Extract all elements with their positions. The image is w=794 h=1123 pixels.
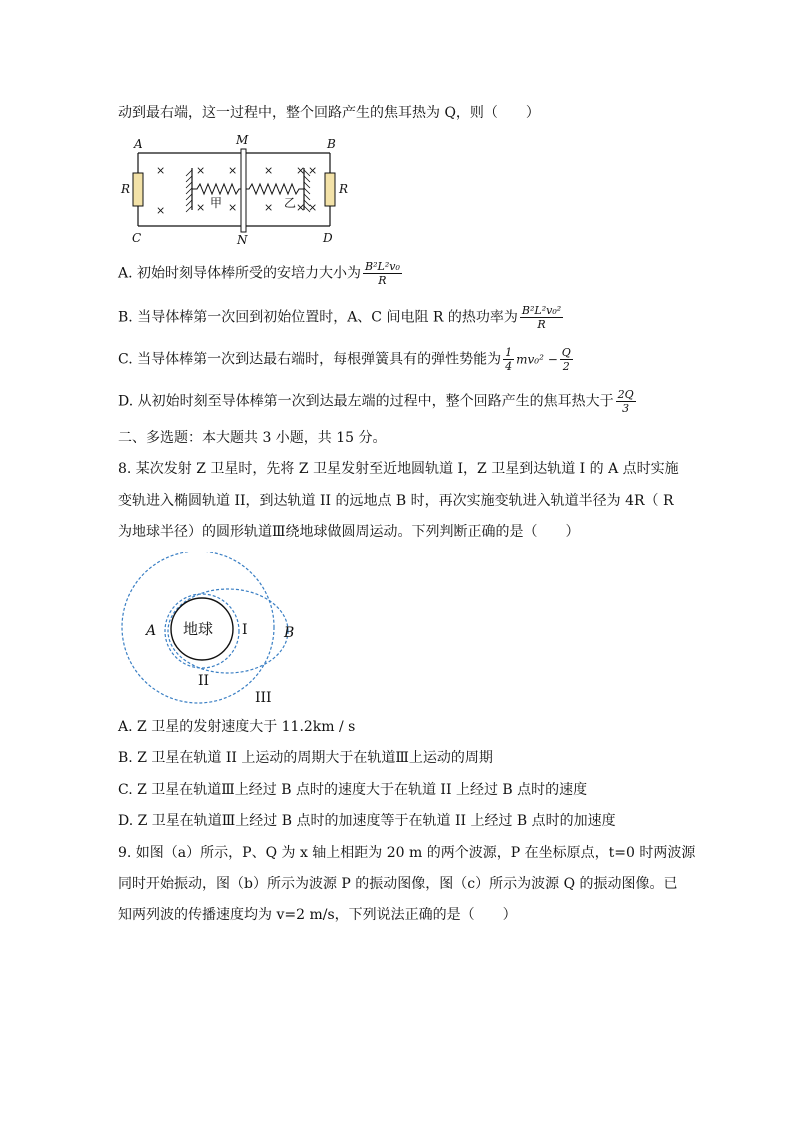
q8-line-2: 变轨进入椭圆轨道 II，到达轨道 II 的远地点 B 时，再次实施变轨进入轨道半径为 4R（ R	[118, 493, 674, 509]
q8-option-a: A. Z 卫星的发射速度大于 11.2km / s	[118, 719, 356, 735]
svg-text:×: ×	[264, 164, 274, 177]
q7-option-c: C. 当导体棒第一次到达最右端时，每根弹簧具有的弹性势能为 $\frac{1}{4}$ mv₀² − $\frac{Q}{2}$	[118, 346, 571, 373]
label-C: C	[132, 231, 142, 245]
q7-option-b: B. 当导体棒第一次回到初始位置时，A、C 间电阻 R 的热功率为 $\frac{\text{B²L²v₀²}}{R}$	[118, 304, 562, 331]
q9-line-1: 9. 如图（a）所示，P、Q 为 x 轴上相距为 20 m 的两个波源，P 在坐标原点，t=0 时两波源	[118, 845, 696, 861]
left-wall-hatch	[186, 170, 192, 212]
label-II: II	[198, 673, 210, 689]
label-jia: 甲	[210, 196, 223, 210]
left-resistor	[133, 173, 143, 206]
svg-text:×: ×	[156, 164, 166, 177]
label-yi: 乙	[284, 196, 297, 210]
conductor-rod	[241, 149, 246, 232]
q7-option-a: A. 初始时刻导体棒所受的安培力大小为 $\frac{\text{B²L²v₀}}{R}$	[118, 260, 400, 287]
label-A: A	[146, 623, 157, 639]
label-N: N	[237, 233, 248, 247]
svg-text:×: ×	[264, 201, 274, 214]
q9-line-3: 知两列波的传播速度均为 v=2 m/s，下列说法正确的是（ ）	[118, 907, 517, 923]
svg-text:×: ×	[196, 201, 206, 214]
svg-text:×: ×	[308, 164, 318, 177]
svg-text:×: ×	[228, 164, 238, 177]
orbit-diagram	[118, 552, 308, 708]
label-I: I	[242, 622, 248, 638]
q7-option-d: D. 从初始时刻至导体棒第一次到达最左端的过程中，整个回路产生的焦耳热大于 $\frac{2Q}{3}$	[118, 388, 634, 415]
q9-line-2: 同时开始振动，图（b）所示为波源 P 的振动图像，图（c）所示为波源 Q 的振动图像。已	[118, 876, 678, 892]
svg-text:×: ×	[296, 164, 306, 177]
label-R-right: R	[339, 182, 349, 196]
label-B: B	[284, 625, 295, 641]
q8-line-3: 为地球半径）的圆形轨道Ⅲ绕地球做圆周运动。下列判断正确的是（ ）	[118, 524, 580, 540]
label-D: D	[323, 231, 333, 245]
label-M: M	[236, 133, 249, 147]
label-A: A	[134, 137, 143, 151]
q8-option-b: B. Z 卫星在轨道 II 上运动的周期大于在轨道Ⅲ上运动的周期	[118, 750, 493, 766]
svg-text:×: ×	[156, 204, 166, 217]
right-spring	[246, 184, 304, 194]
earth-label: 地球	[183, 620, 214, 638]
svg-text:×: ×	[308, 201, 318, 214]
svg-text:×: ×	[196, 164, 206, 177]
svg-text:×: ×	[228, 201, 238, 214]
q8-line-1: 8. 某次发射 Z 卫星时，先将 Z 卫星发射至近地圆轨道 I，Z 卫星到达轨道 I 的 A 点时实施	[118, 461, 679, 477]
q8-option-c: C. Z 卫星在轨道Ⅲ上经过 B 点时的速度大于在轨道 II 上经过 B 点时的速度	[118, 782, 588, 798]
circuit-diagram	[118, 132, 350, 248]
label-R-left: R	[121, 182, 131, 196]
left-spring	[192, 184, 241, 194]
q8-option-d: D. Z 卫星在轨道Ⅲ上经过 B 点时的加速度等于在轨道 II 上经过 B 点时的加速度	[118, 813, 616, 829]
svg-text:×: ×	[296, 201, 306, 214]
label-III: III	[255, 690, 272, 706]
q7-stem-tail: 动到最右端，这一过程中，整个回路产生的焦耳热为 Q，则（ ）	[118, 105, 540, 121]
label-B: B	[327, 137, 336, 151]
section-heading: 二、多选题：本大题共 3 小题，共 15 分。	[118, 430, 387, 446]
right-resistor	[325, 173, 335, 206]
